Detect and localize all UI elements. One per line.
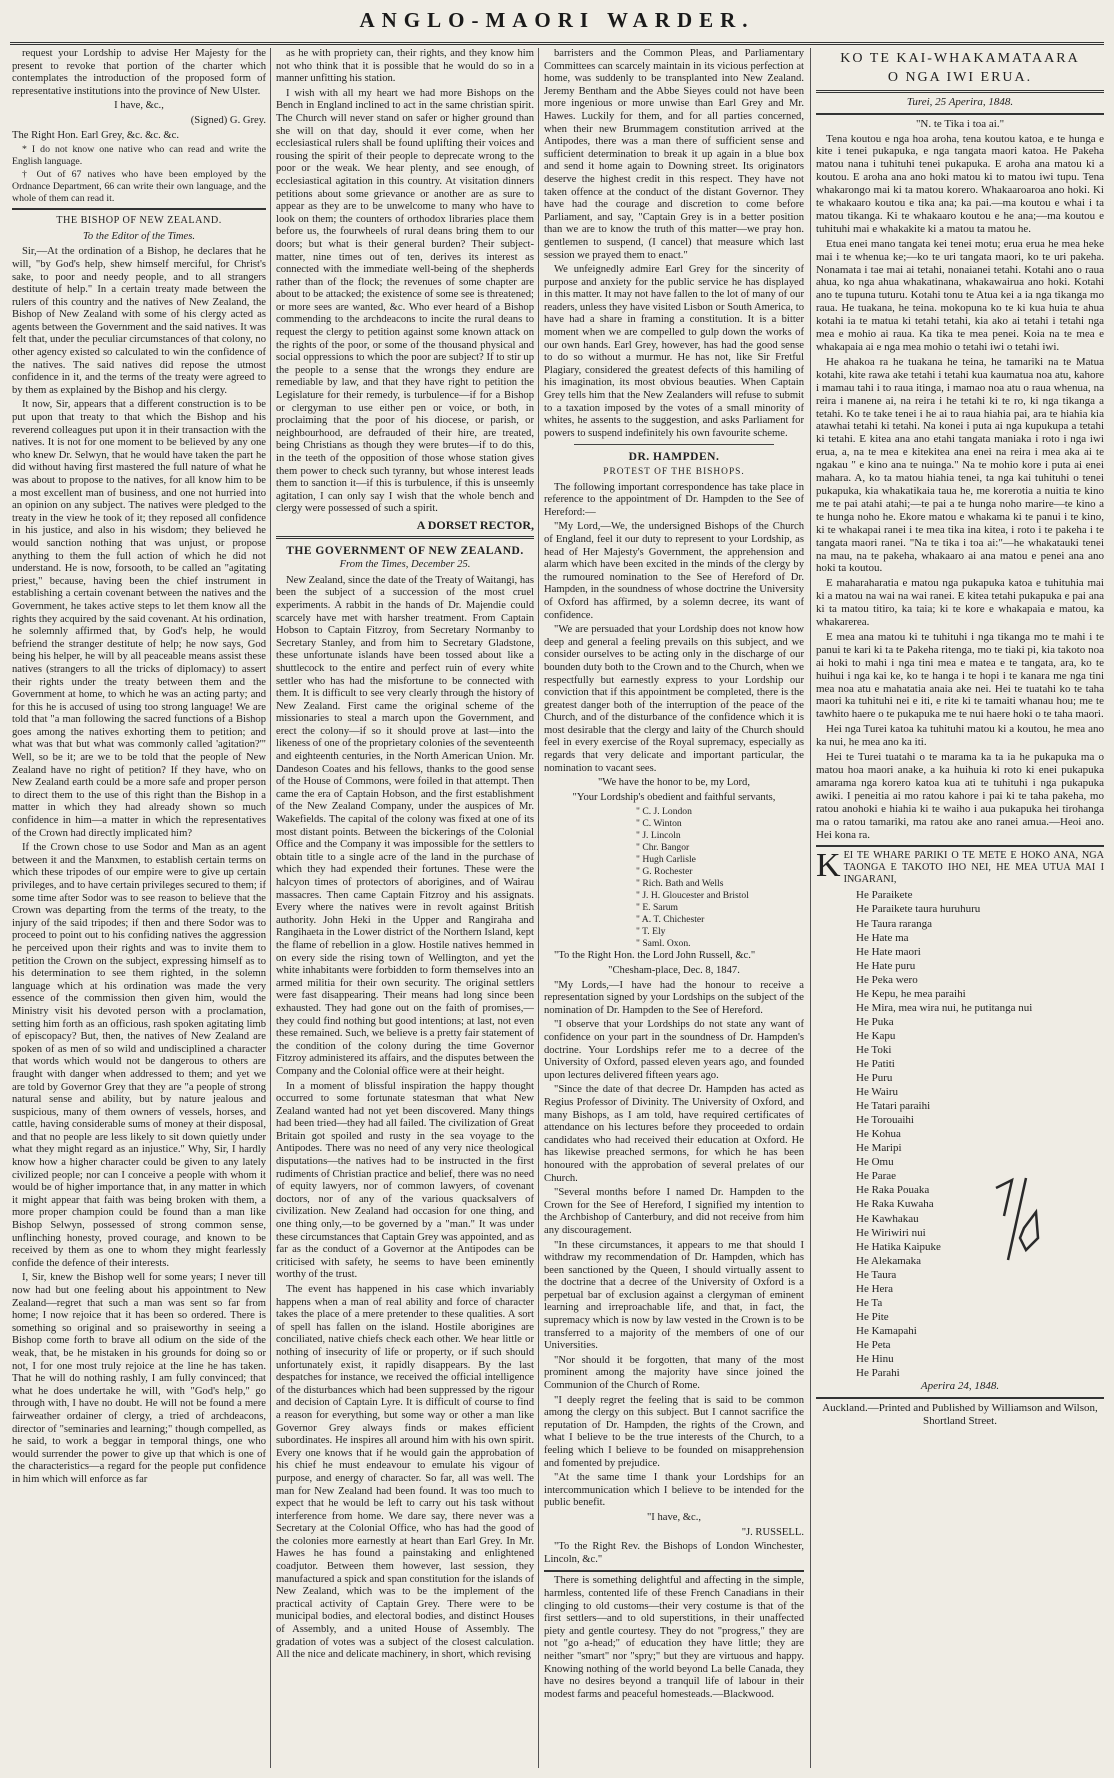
signatory: " Saml. Oxon. (636, 938, 691, 950)
paragraph: Sir,—At the ordination of a Bishop, he declares that he will, "by God's help, shew himself merciful, for Christ's sake, to poor and needy people, and to all strangers destitute of help." In a certain treaty made between the rulers of this country and the natives of New Zealand, the Bishop of New Zealand with some of his clergy acted as agents between the Government and the said natives. It was felt that, under the peculiar circumstances of that colony, no other agency existed so calculated to win the confidence of the natives. The said natives did repose the utmost confidence in it, and the terms of the treaty were agreed to by them as explained by the Bishop and his clergy. (12, 246, 266, 396)
column-divider (538, 48, 539, 1768)
goods-item: He Alekamaka (856, 1254, 922, 1267)
goods-item: He Tatari paraihi (856, 1100, 931, 1113)
paragraph: Hei nga Turei katoa ka tuhituhi matou ki a koutou, he mea ano ka nui, he mea ano ka iti. (816, 723, 1104, 749)
paragraph: "In these circumstances, it appears to me that should I withdraw my recommendation of Dr. Hampden, which has been sanctioned by the Queen, I should virtually assent to the doctrine that a decree of the University of Oxford is a perpetual bar of exclusion against a clergyman of eminent learning and irreproachable life, and that, in fact, the supremacy which is now by law vested in the Crown is to be transferred to a majority of the members of one of our Universities. (544, 1239, 804, 1352)
paragraph: The following important correspondence has take place in reference to the appointment of Dr. Hampden to the See of Hereford:— (544, 481, 804, 518)
section-rule (276, 536, 534, 539)
paragraph: I wish with all my heart we had more Bishops on the Bench in England inclined to act in the same christian spirit. The Church will never stand on safer or higher ground than she will on that day, should it ever come, when her ecclesiastical rulers shall be found uplifting their voices and rousing the spirit of their people to deprecate wrong to the poor or the weak. We hear plenty, and see enough, of ecclesiastical agitation in this country. At visitation dinners petitions about some grievance or another are as sure to appear as they are to be unwelcome to many who have to look on them; the counters of orthodox libraries place them before us, the fourwheels of rural deans bring them to our doors; but what is their general burden? Their subject-matter, nine times out of ten, derives its interest as connected with the immediate well-being of the shepherds rather than of the flock; the revenues of some chapter are about to be attacked; the existence of some see is threatened; or more sees are wanted, &c. Who ever heard of a Bishop commending to the archdeacons to incite the rural deans to request the clergy to petition against some known attack on the rights of the poor, or some of the thousand physical and social oppressions to which the poor are subject? If to stir up the people to a sense that the wrongs they endure are remediable by law, and that they have right to petition the Legislature for their remedy, is turbulence—if for a Bishop or clergyman to use either pen or voice, or both, in proclaiming that the poor of his diocese, or parish, or neighbourhood, are defrauded of their hire, are treated, being Christians as though they were brutes—if to do this, in the teeth of the opposition of those whose station gives them power to check such tyranny, but whose interest leads them to sanction it—if this is turbulence, if this is unseemly agitation, I can only say I wish that the whole bench and clergy were possessed of such a spirit. (276, 87, 534, 515)
goods-item: He Kamapahi (856, 1324, 917, 1337)
drop-cap: K (816, 847, 841, 885)
goods-item: He Toki (856, 1043, 892, 1056)
goods-item: He Wiriwiri nui (856, 1226, 926, 1239)
signed-line: (Signed) G. Grey. (190, 114, 266, 126)
goods-item: He Pite (856, 1310, 889, 1323)
signatory: " C. Winton (636, 818, 682, 830)
footnote: † Out of 67 natives who have been employed by the Ordnance Department, 66 can write their own language, and the whole of them can read it. (12, 169, 266, 204)
goods-item: He Kapu (856, 1029, 896, 1042)
column-4 (816, 48, 1104, 1768)
section-rule (816, 113, 1104, 115)
paragraph: If the Crown chose to use Sodor and Man as an agent between it and the Manxmen, to establish certain terms on which these tripodes of our empire were to give up certain privileges, and to have certain privileges secured to them; if some time after Sodor was to see reason to believe that the Crown was departing from the terms of the treaty, to the injury of the said tripodes; if then and there Sodor was to proceed to point out to his confiding natives the aggression he perceived upon their rights and was to invite them to petition the Crown on the subject, expressing himself as to his determination to see them righted, in the solemn language which at his ordination was made the very essence of the commission then given him, would the Ministry visit his devoted person with a proclamation, setting him forth as an officious, rash spoken agitating limb of episcopacy? But, then, the natives of New Zealand are spoken of as men of so wild and undisciplined a character that words which would not be dangerous to others are fraught with danger when addressed to them; and yet we are told by Governor Grey that they are "a people of strong natural sense and ability, but by nature jealous and suspicious, many of them owners of vessels, horses, and cattle, having considerable sums of money at their disposal, and that no people are less likely to sit down quietly under what they might regard as an injustice." Why, Sir, I hardly know how a higher character could be given to any lately civilized people; nor can I conceive a people with whom it would be of higher importance that, in any matter in which it might appear that faith was being broken with them, a more proper champion could be found than a man like Bishop Selwyn, possessed of strong common sense, unflinching honesty, proved courage, and known to be received by them as one to whom they might fearlessly confide the defence of their interests. (12, 842, 266, 1269)
article-title: DR. HAMPDEN. (628, 451, 720, 464)
goods-item: He Peta (856, 1338, 891, 1351)
signatory: " G. Rochester (636, 866, 693, 878)
signatory-list (544, 806, 804, 950)
goods-item: He Peka wero (856, 973, 918, 986)
footnote: * I do not know one native who can read and write the English language. (12, 144, 266, 167)
paragraph: E mea ana matou ki te tuhituhi i nga tikanga mo te mahi i te panui te kari ki ta te Pakeha ritenga, mo te tiaki pi, kia takoto noa ai hoki to mahi i nga tini mea e matea e te tangata, ara, ko te huihui i nga kai ke, ko te hanga i te hopi i te kanara me nga tini mea noa atu e mahatatia anaia ake nei. Hei te tuatahi ko te taha maori ka tuhituhi nei e iti, e rite ki te tamaiti whanau hou; me te tawhito haere o te pukapuka me te nui haere hoki o te taha maori. (816, 630, 1104, 721)
paragraph: We unfeignedly admire Earl Grey for the sincerity of purpose and anxiety for the public service he has displayed in this matter. It may not have fallen to the lot of many of our readers, unless they have visited Lisbon or South America, to have had a share in framing a constitution. It is a bitter moment when we are compelled to gulp down the works of our own hands. Earl Grey, however, has had the good sense to do so without a murmur. He has not, like Sir Fretful Plagiary, considered the greatest defects of this hamiling of his imagination, its most obvious beauties. When Captain Grey tells him that the New Zealanders will refuse to submit to a taxation imposed by the votes of a small minority of whites, he assents to the suggestion, and asks Parliament for powers to suspend indefinitely his own favourite scheme. (544, 264, 804, 439)
paragraph: "Several months before I named Dr. Hampden to the Crown for the See of Hereford, I signified my intention to the Archbishop of Canterbury, and did not receive from him any discouragement. (544, 1187, 804, 1236)
goods-item: He Paraikete taura huruhuru (856, 903, 981, 916)
paragraph: as he with propriety can, their rights, and they know him not who think that it is possible that he would do so in a manner unfitting his station. (276, 48, 534, 85)
signatory: " A. T. Chichester (636, 914, 705, 926)
signed-line: "J. RUSSELL. (741, 1526, 804, 1538)
issue-date: Turei, 25 Aperira, 1848. (906, 96, 1014, 108)
goods-item: He Raka Kuwaha (856, 1198, 934, 1211)
goods-item: He Hate maori (856, 945, 921, 958)
section-rule (544, 1570, 804, 1572)
paragraph: "We are persuaded that your Lordship does not know how deep and general a feeling prevails on this subject, and we consider ourselves to be acting only in the discharge of our bounden duty both to the Crown and to the Church, when we respectfully but earnestly express to your Lordship our conviction that if this appointment be completed, there is the greatest danger both of the interruption of the peace of the Church, and of the disturbance of the confidence which it is most desirable that the clergy and laity of the Church should feel in every exercise of the Royal supremacy, especially as regards that very delicate and important particular, the nomination to vacant sees. (544, 624, 804, 774)
goods-item: He Kawhakau (856, 1212, 919, 1225)
section-rule (12, 208, 266, 210)
goods-item: He Paraikete (856, 889, 913, 902)
column-divider (810, 48, 811, 1768)
paragraph: He ahakoa ra he tuakana he teina, he tamariki na te Matua kotahi, kite rawa ake tetahi i tetahi kua kaumatua noa atu, kahore i mamau tahi i to raua itinga, i mamao noa atu o raua whenua, na reira i manene ai, na reira i he tetahi ki te ro, ki nga tikanga a tetahi. Ko te take tenei i he ai to raua hiahia pai, ara te hiahia kia atawhai tetahi ki tetahi. Na konei i puta ai nga kupukupa a tetahi ki tetahi. E kitea ana ano etahi tangata maniaka i roto i nga iwi erua, a, na te mea e kitekitea ana enei na reira i mea aka ai te ngakau " e kino ana te nuinga." Na te mohio kore i puta ai enei mahara. A, ko ta matou hiahia tenei, ta nga kai tuhituhi o tenei pukapuka, kia whakatikaia taua he, me korerotia a nuitia te kino me te pai atahi atahi;—te pai a te hunga noho marire—te kino a te hunga noho he. Ekore matou e whakama ki te panui i te kino, ki te whakapai ranei i te mea tika ina kitea, i roto i te pakeha i te tangata maori ranei. "Na te tika i toa ai:"—he whakatauki tenei na mau, na te pakeha, whakaaro ai ana matou e penei ana ano hoki ta koutou. (816, 355, 1104, 575)
paragraph: barristers and the Common Pleas, and Parliamentary Committees can scarcely maintain in its vicious perfection at home, was suddenly to be transplanted into New Zealand. Jeremy Bentham and the Abbe Sieyes could not have been more ingenious or more unwise than Earl Grey and Mr. Hawes. Luckily for them, and for all parties concerned, when their new Brummagem constitution arrived at the Antipodes, there was a man there of sufficient sense and sufficient determination to break it up again in a blue box and send it home again to Downing street. Its originators deserve the highest credit in this respect. They have not taken offence at the conduct of the distant Governor. They have had the courage and discretion to come before Parliament, and say, "Captain Grey is in a better position than we are to know the truth of this matter—we pray hon. gentlemen to suspend, (I cancel) that measure which last session we prayed them to enact." (544, 48, 804, 261)
paragraph: It now, Sir, appears that a different construction is to be put upon that treaty to that which the Bishop and his reverend colleagues put upon it in their transaction with the natives. It is not for one moment to be believed by any one who knew Dr. Selwyn, that he would have taken the part he did without having first mastered the full nature of what he was about to propose to the natives, for all know him to be a most excellent man of business, and one not hurried into an opinion on any subject. The natives were pledged to the treaty in the view he took of it; they reposed all confidence in his justice, and also in his wisdom; they believed he would sanction nothing that was unjust, or propose anything to them the full action of which he did not understand. He is now, forsooth, to be called an "agitating priest," because, having been the chief instrument in establishing a certain covenant between the natives and the Government, he takes active steps to let them know all the rights they acquired by the said covenant. At his ordination, he solemnly affirmed that, by God's help, he would befriend the stranger destitute of help; he now says, God being his helper, he will by all peaceable means assist these natives (strangers to all the tricks of diplomacy) to assert their rights under the treaty between them and the Government at home, to which he was an acting party; and for this he is accused of using too strong language! We are told that "a man following the sacred functions of a Bishop goes among the natives exhorting them to petition; and what was that but what was commonly called 'agitation?'" Well, so be it; are we to be told that the people of New Zealand have no right of petition? If they have, who on New Zealand earth could be a more safe and proper person to direct them to the use of this right than the Bishop in a matter in which they had already shown so much confidence in him—a matter in which the representatives of the Crown had directly implicated him? (12, 399, 266, 839)
addressee: The Right Hon. Earl Grey, &c. &c. &c. (12, 129, 180, 141)
addressee: "To the Right Hon. the Lord John Russell, &c." (554, 950, 756, 962)
signatory: " T. Ely (636, 926, 666, 938)
goods-item: He Mira, mea wira nui, he putitanga nui (856, 1001, 1033, 1014)
column-1 (12, 48, 266, 1768)
imprint: Auckland.—Printed and Published by Williamson and Wilson, Shortland Street. (822, 1401, 1098, 1427)
section-rule (816, 845, 1104, 847)
goods-item: He Patiti (856, 1058, 895, 1070)
letter-date: "Chesham-place, Dec. 8, 1847. (608, 965, 740, 977)
paragraph: In a moment of blissful inspiration the happy thought occurred to some fortunate statesman that what New Zealand wanted had not yet been discovered. Many things had been tried—they had all failed. The civilization of Great Britain got spoiled and rusty in the sea voyage to the Antipodes. There was no need of any very nice theological disputations—the natives had to be instructed in the first rudiments of Christian practice and belief, there was no need of equity lawyers, nor of common lawyers, of covenant doctors, nor of any of the various quacksalvers of civilization. New Zealand had occasion for one thing, and one thing only,—to be governed by a "man." It was under these circumstances that Captain Grey was appointed, and as far as the conduct of a Governor at the Antipodes can be criticised with safety, he seems to have been eminently worthy of the trust. (276, 1080, 534, 1281)
paragraph: New Zealand, since the date of the Treaty of Waitangi, has been the subject of a succession of the most cruel experiments. A rabbit in the hands of Dr. Majendie could scarcely have met with harsher treatment. From Captain Hobson to Captain Fitzroy, from Secretary Normanby to Secretary Stanley, and from him to Secretary Gladstone, these unfortunate islands have been tossed about like a shuttlecock to the entire and perfect ruin of every white settler who has had the misfortune to be connected with them. It is difficult to see very clearly through the history of New Zealand. First came the original scheme of the missionaries to steal a march upon the Government, and erect the colony—if so it should prove at last—into the likeness of one of the proprietary colonies of the seventeenth and eighteenth centuries, in the North American Union. Mr. Dandeson Coates and his fellows, thanks to the good sense of the House of Commons, were foiled in that attempt. Then came the era of Captain Hobson, and the first establishment of the New Zealand Company, under the auspices of Mr. Wakefields. The capital of the colony was fixed at one of its most distant points. Between the bickerings of the Colonial Office and the Company it was impossible for the settlers to obtain title to a single acre of the land in the purchase of which they had expended their fortunes. These were the halcyon times of protectors of aborigines, and of Wairau massacres. Then came Captain Fitzroy and his assignats. Every where the natives were in revolt against British authority. John Heki in the Upper and Rangiraha and Rangihaeta in the Lower district of the Northern Island, kept the flame of rebellion in a glow. Hostile natives hemmed in on every side the rising town of Wellington, and yet the white inhabitants were forbidden to form themselves into an armed militia for their own security. The original settlers were fast disappearing. Their means had long since been exhausted. They had gone out on the faith of promises,—they could find nothing but good intentions; at last, not even these remained. Such, we believe is a pretty fair statement of the condition of the colony during the time Governor Fitzroy administered its affairs, and the disputes between the Company and the Colonial office were at their height. (276, 574, 534, 1077)
article-subtitle: From the Times, December 25. (339, 559, 471, 571)
goods-item: He Hinu (856, 1352, 894, 1365)
goods-item: He Puka (856, 1015, 894, 1028)
goods-item: He Hatika Kaipuke (856, 1240, 941, 1253)
addressee: "To the Right Rev. the Bishops of London Winchester, Lincoln, &c." (544, 1541, 804, 1565)
goods-item: He Parae (856, 1170, 897, 1183)
goods-item: He Raka Pouaka (856, 1184, 930, 1197)
section-rule (816, 90, 1104, 93)
masthead-rule (10, 42, 1104, 45)
goods-item: He Kepu, he mea paraihi (856, 987, 966, 1000)
goods-item: He Hera (856, 1282, 893, 1295)
paragraph: Hei te Turei tuatahi o te marama ka ta ia he pukapuka ma o matou hoa maori anake, a ka huihuia ki roto ki enei pukapuka amarama nga korero katoa kua ati te tuhituhi i nga pukapuka awiki. I peneitia ai mo ratou kahore i pai ki te taha pakeha, mo ratou anohoki e hiahia ki te waiho i aua pukapuka hei tirohanga ma o ratou tamariki, ma ratou ake ano ranei amua.—Heoi ano. Hei kona ra. (816, 751, 1104, 841)
goods-item: He Hate ma (856, 931, 909, 944)
paragraph: The event has happened in his case which invariably happens when a man of real ability and force of character takes the place of a mere pretender to these qualities. A sort of spell has fallen on the island. Hostile aborigines are conciliated, native chiefs check each other. We hear little or nothing of insecurity of life or property, or if such should unfortunately exist, it rapidly disappears. By the last despatches for instance, we received the official intelligence of the disturbances which had been suppressed by the rigour and decision of Captain Lyre. It is difficult of course to find a reason for everything, but some way or other a man like Governor Grey always finds or makes efficient subordinates. He inspires all around him with his own spirit. Every one knows that if he would gain the approbation of his chief he must endeavour to emulate his vigour of purpose, and energy of character. So far, all was well. The man for New Zealand had been found. It was too much to expect that he would be left to carry out his task without interference from home. We dare say, there never was a Secretary at the Colonial Office, who has had the good of the colonies more earnestly at heart than Earl Grey. In Mr. Hawes he has found a painstaking and enlightened coadjutor. Between them however, last session, they manufactured a spick and span constitution for the islands of New Zealand, which was to be the implement of the practical activity of Captain Grey. There were to be municipal bodies, and electoral bodies, and distinct Houses of Assembly, and a united House of Assembly. The gradation of votes was a subject of the closest calculation. All the nice and delicate machinery, in short, which revising (276, 1284, 534, 1661)
goods-item: He Wairu (856, 1086, 898, 1099)
goods-item: He Taura (856, 1268, 897, 1281)
paragraph: "Your Lordship's obedient and faithful servants, (572, 791, 776, 803)
paragraph: Tena koutou e nga hoa aroha, tena koutou katoa, e te hunga e kite i tenei pukapuka, e nga tangata maori katoa. He Pakeha matou nana i tuhituhi tenei pukapuka. E aroha ana matou ki a koutou. E aroha ana ano hoki matou ki to matou iwi tupu. Tena whakarongo mai ki ta matou korero. Whakaaroaroa ano hoki. Ki te whakaaro koutou e tika ana; ka pai.—ma koutou e whai i ta matou tikanga. Ki te whakaaro koutou e he ana;—ma koutou e tuhituhi mai e whakakite ki a matou ta matou he. (816, 132, 1104, 235)
signatory: " E. Sarum (636, 902, 679, 914)
article-title: THE GOVERNMENT OF NEW ZEALAND. (286, 544, 524, 557)
paragraph: request your Lordship to advise Her Majesty for the present to revoke that portion of the charter which contemplates the introduction of the proposed form of representative institutions into the province of New Ulster. (12, 48, 266, 97)
signatory: " Chr. Bangor (636, 842, 690, 854)
section-rule (816, 1397, 1104, 1399)
article-signature: A DORSET RECTOR, (416, 517, 534, 532)
signatory: " J. Lincoln (636, 830, 681, 842)
paragraph: I, Sir, knew the Bishop well for some years; I never till now had but one feeling about his appointment to New Zealand—regret that such a man was sent so far from home; I now rejoice that it has been so ordered. There is something so original and so praiseworthy in seeing a Bishop come forth to brave all odium on the side of the weak, that, be he mistaken in his grounds for doing so or not, I for one most truly rejoice at the line he has taken. That he will do nothing rashly, I am fully convinced; that what he does undertake he will, with "God's help," go through with, I have no doubt. He will not be found a mere fairweather ordainer of clergy, a tried of archdeacons, director of "seminaries and learning;" though compelled, as he said, to work a beggar in temporal things, one who would surrender the power to give up that which is one of the characteristics—a regard for the people put confidence in him which will enforce as far (12, 1272, 266, 1485)
signatory: " J. H. Gloucester and Bristol (636, 890, 749, 902)
goods-item: He Parahi (856, 1367, 900, 1380)
section-rule (574, 444, 774, 445)
paragraph: "At the same time I thank your Lordships for an intercommunication which I believe to be intended for the public benefit. (544, 1472, 804, 1509)
paragraph: "Since the date of that decree Dr. Hampden has acted as Regius Professor of Divinity. The University of Oxford, and many Bishops, as I am told, have required certificates of attendance on his lectures before they proceeded to ordain candidates who had received their education at Oxford. He has likewise preached sermons, for which he has been honoured with the approbation of several prelates of our Church. (544, 1084, 804, 1184)
paragraph: Etua enei mano tangata kei tenei motu; erua erua he mea heke mai i te whenua ke;—ko te uri tangata maori, ko te uri pakeha. Nonamata i tae mai ai tetahi, nonaianei tetahi. Kotahi ano o raua ahua, ko nga ahua whakatinana, whakawairua ano hoki. Kotahi ano te tupuna tuturu. Kotahi tonu te Atua kei a ia nga tikanga mo raua. He tuakana, he teina. mokopuna ko te ki kua huia te ahua kotahi ia te matua ki tetahi tetahi, kia ako ai tetahi i tetahi nga mea e mohio ai raua. Ka tika te mea penei. Koia na te mea e whakapaia ai e nga mea mohio o tetahi iwi o tetahi iwi. (816, 237, 1104, 353)
goods-item: He Puru (856, 1072, 893, 1085)
paragraph: "We have the honor to be, my Lord, (597, 777, 751, 789)
advertisement-date: Aperira 24, 1848. (920, 1380, 1000, 1393)
goods-item: He Maripi (856, 1142, 902, 1155)
signatory: " C. J. London (636, 806, 692, 818)
closing: "I have, &c., (646, 1511, 702, 1523)
masthead-title: ANGLO-MAORI WARDER. (359, 8, 755, 32)
motto: "N. te Tika i toa ai." (915, 117, 1005, 130)
goods-item: He Torouaihi (856, 1114, 914, 1127)
column-divider (270, 48, 271, 1768)
advertisement-heading: KEI TE WHARE PARIKI O TE METE E HOKO ANA, NGA TAONGA E TAKOTO IHO NEI, HE MEA UTUA MAI I INGARANI, (816, 847, 1104, 886)
maori-title-line-2: O NGA IWI ERUA. (887, 70, 1033, 85)
goods-item: He Hate puru (856, 959, 916, 972)
paragraph: "I deeply regret the feeling that is said to be common among the clergy on this subject. But I cannot sacrifice the reputation of Dr. Hampden, the rights of the Crown, and what I believe to be the true interests of the Church, to a feeling which I believe to be founded on misapprehension and fomented by prejudice. (544, 1394, 804, 1469)
goods-item: He Taura raranga (856, 917, 932, 930)
closing: I have, &c., (114, 100, 164, 112)
handwritten-annotation (990, 1168, 1044, 1268)
article-subtitle: PROTEST OF THE BISHOPS. (603, 467, 745, 477)
paragraph: E maharaharatia e matou nga pukapuka katoa e tuhituhia mai ki a matou na wai na wai ranei. E kitea tetahi pukapuka e pai ana ki ta matou titiro, ka taia; ki te kore e whakapaia e matou, ka whakarerea. (816, 577, 1104, 629)
column-2 (276, 48, 534, 1768)
goods-item: He Ta (856, 1296, 883, 1309)
paragraph: "My Lords,—I have had the honour to receive a representation signed by your Lordships on the subject of the nomination of Dr. Hampden to the See of Hereford. (544, 979, 804, 1016)
article-title: THE BISHOP OF NEW ZEALAND. (56, 215, 222, 227)
column-3 (544, 48, 804, 1768)
article-subtitle: To the Editor of the Times. (82, 230, 196, 242)
paragraph: "Nor should it be forgotten, that many of the most prominent among the majority have since joined the Communion of the Church of Rome. (544, 1354, 804, 1392)
paragraph: "My Lord,—We, the undersigned Bishops of the Church of England, feel it our duty to represent to your Lordship, as head of Her Majesty's Government, the apprehension and alarm which have been excited in the minds of the clergy by the rumoured nomination to the See of Hereford of Dr. Hampden, in the soundness of whose doctrine the University of Oxford has affirmed, by a solemn decree, its want of confidence. (544, 521, 804, 621)
paragraph: "I observe that your Lordships do not state any want of confidence on your part in the soundness of Dr. Hampden's doctrine. Your Lordships refer me to a decree of the University of Oxford, passed eleven years ago, and founded upon lectures delivered fifteen years ago. (544, 1019, 804, 1081)
goods-item: He Omu (856, 1156, 894, 1169)
goods-item: He Kohua (856, 1128, 901, 1141)
paragraph: There is something delightful and affecting in the simple, harmless, contented life of these French Canadians in their clinging to old customs—their very costume is that of the first settlers—and to old superstitions, in their unaffected piety and gentle courtesy. They do not "progress," they are not "go a-head;" of education they have little; they are neither "smart" nor "spry;" but they are virtuous and happy. Knowing nothing of the world beyond La belle Canada, they have no desires beyond a tranquil life of labour in their modest farms and peaceful homesteads.—Blackwood. (544, 1575, 804, 1700)
signatory: " Hugh Carlisle (636, 854, 696, 866)
signatory: " Rich. Bath and Wells (636, 878, 724, 890)
goods-list (816, 888, 1104, 1380)
maori-title-line-1: KO TE KAI-WHAKAMATAARA (840, 51, 1080, 66)
